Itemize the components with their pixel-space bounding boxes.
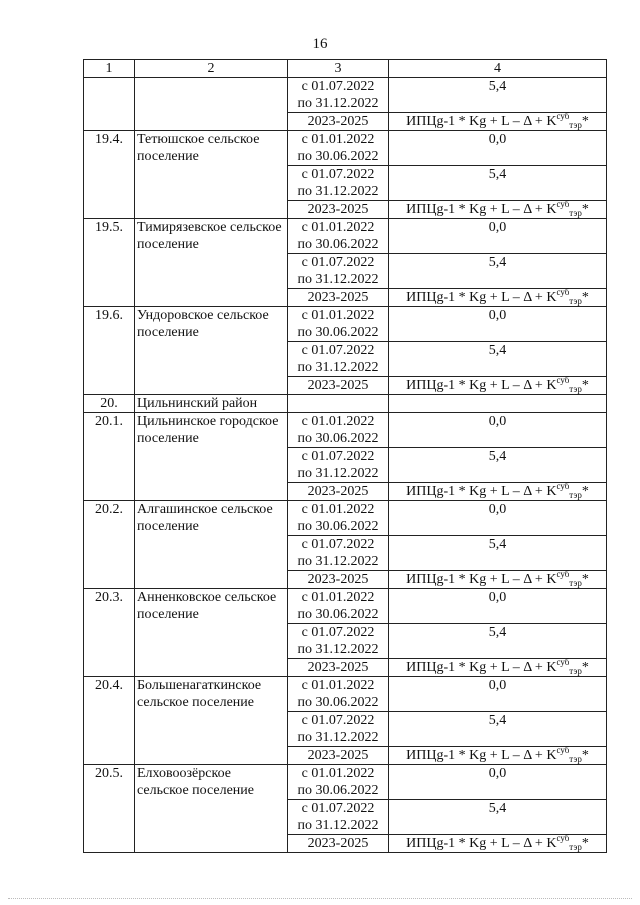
formula-tail: *: [581, 748, 589, 763]
period-to: по 30.06.2022: [297, 783, 379, 798]
formula-cell: [389, 571, 607, 589]
period-from: с 01.01.2022: [301, 132, 375, 147]
formula-tail: *: [581, 290, 589, 305]
number-cell: 19.6.: [84, 307, 135, 395]
period-from: с 01.01.2022: [301, 766, 375, 781]
period-from: с 01.01.2022: [301, 414, 375, 429]
period-from: с 01.07.2022: [301, 343, 375, 358]
period-to: по 31.12.2022: [297, 642, 379, 657]
table-row: [84, 765, 607, 800]
period-from: с 01.07.2022: [301, 255, 375, 270]
header-row: [84, 60, 607, 78]
scan-noise: [8, 897, 632, 899]
period-cell: 2023-2025: [288, 659, 389, 677]
header-col-4: 4: [389, 60, 607, 78]
name-cell: Анненковское сельское поселение: [135, 589, 288, 677]
formula-sup: суб: [556, 657, 570, 667]
period-cell: [288, 501, 389, 536]
period-cell: [288, 624, 389, 659]
name-cell: Тетюшское сельское поселение: [135, 131, 288, 219]
period-cell: [288, 589, 389, 624]
formula-sub: тэр: [569, 842, 582, 852]
period-from: с 01.01.2022: [301, 308, 375, 323]
value-cell: 0,0: [389, 501, 607, 536]
name-cell: [135, 78, 288, 131]
district-row: [84, 395, 607, 413]
number-cell: 20.3.: [84, 589, 135, 677]
value-cell: 0,0: [389, 589, 607, 624]
formula-sub: тэр: [569, 578, 582, 588]
formula-tail: *: [581, 660, 589, 675]
header-col-2: 2: [135, 60, 288, 78]
value-cell: 5,4: [389, 166, 607, 201]
period-from: с 01.07.2022: [301, 167, 375, 182]
formula-main: ИПЦg-1 * Kg + L – Δ + K: [406, 202, 557, 217]
period-to: по 30.06.2022: [297, 431, 379, 446]
formula-tail: *: [581, 484, 589, 499]
formula-sub: тэр: [569, 754, 582, 764]
formula-tail: *: [581, 378, 589, 393]
period-to: по 30.06.2022: [297, 237, 379, 252]
name-cell: Елховоозёрское сельское поселение: [135, 765, 288, 853]
formula-sub: тэр: [569, 296, 582, 306]
name-cell: Цильнинское городское поселение: [135, 413, 288, 501]
table-row: [84, 131, 607, 166]
period-from: с 01.07.2022: [301, 449, 375, 464]
period-from: с 01.07.2022: [301, 79, 375, 94]
value-cell: 0,0: [389, 413, 607, 448]
period-to: по 30.06.2022: [297, 607, 379, 622]
value-cell: 0,0: [389, 131, 607, 166]
period-cell: 2023-2025: [288, 747, 389, 765]
formula-main: ИПЦg-1 * Kg + L – Δ + K: [406, 114, 557, 129]
formula-sup: суб: [556, 833, 570, 843]
value-cell: 5,4: [389, 624, 607, 659]
period-to: по 31.12.2022: [297, 96, 379, 111]
name-cell: Алгашинское сельское поселение: [135, 501, 288, 589]
formula-cell: [389, 483, 607, 501]
header-col-1: 1: [84, 60, 135, 78]
period-cell: [288, 78, 389, 113]
value-cell: [389, 395, 607, 413]
number-cell: 19.4.: [84, 131, 135, 219]
formula-cell: [389, 835, 607, 853]
number-cell: 20.4.: [84, 677, 135, 765]
period-to: по 31.12.2022: [297, 184, 379, 199]
period-from: с 01.01.2022: [301, 502, 375, 517]
tariff-table: [83, 59, 607, 853]
period-cell: [288, 712, 389, 747]
formula-cell: [389, 659, 607, 677]
period-to: по 31.12.2022: [297, 554, 379, 569]
number-cell: [84, 78, 135, 131]
period-cell: 2023-2025: [288, 571, 389, 589]
period-from: с 01.01.2022: [301, 678, 375, 693]
value-cell: 0,0: [389, 307, 607, 342]
number-cell: 20.2.: [84, 501, 135, 589]
formula-sup: суб: [556, 287, 570, 297]
period-to: по 30.06.2022: [297, 695, 379, 710]
period-cell: [288, 448, 389, 483]
period-cell: 2023-2025: [288, 201, 389, 219]
formula-sup: суб: [556, 375, 570, 385]
formula-tail: *: [581, 114, 589, 129]
table-row: [84, 307, 607, 342]
page-number: 16: [312, 36, 328, 52]
name-cell: Ундоровское сельское поселение: [135, 307, 288, 395]
formula-sup: суб: [556, 745, 570, 755]
value-cell: 5,4: [389, 712, 607, 747]
formula-sub: тэр: [569, 208, 582, 218]
district-number: 20.: [84, 395, 135, 413]
period-cell: 2023-2025: [288, 835, 389, 853]
formula-sup: суб: [556, 569, 570, 579]
period-to: по 30.06.2022: [297, 519, 379, 534]
formula-tail: *: [581, 836, 589, 851]
formula-sub: тэр: [569, 384, 582, 394]
period-cell: 2023-2025: [288, 377, 389, 395]
value-cell: 5,4: [389, 800, 607, 835]
period-cell: [288, 131, 389, 166]
period-cell: 2023-2025: [288, 483, 389, 501]
period-to: по 31.12.2022: [297, 360, 379, 375]
period-from: с 01.01.2022: [301, 220, 375, 235]
name-cell: Тимирязевское сельское поселение: [135, 219, 288, 307]
formula-tail: *: [581, 202, 589, 217]
value-cell: 0,0: [389, 765, 607, 800]
value-cell: 5,4: [389, 536, 607, 571]
formula-sub: тэр: [569, 490, 582, 500]
formula-main: ИПЦg-1 * Kg + L – Δ + K: [406, 484, 557, 499]
period-from: с 01.07.2022: [301, 713, 375, 728]
table-row: [84, 677, 607, 712]
formula-cell: [389, 201, 607, 219]
formula-sub: тэр: [569, 666, 582, 676]
formula-main: ИПЦg-1 * Kg + L – Δ + K: [406, 572, 557, 587]
table-row: [84, 589, 607, 624]
period-to: по 31.12.2022: [297, 730, 379, 745]
formula-cell: [389, 377, 607, 395]
table-body: [84, 60, 607, 853]
period-from: с 01.01.2022: [301, 590, 375, 605]
table-row: [84, 78, 607, 113]
formula-main: ИПЦg-1 * Kg + L – Δ + K: [406, 836, 557, 851]
period-cell: [288, 677, 389, 712]
period-to: по 30.06.2022: [297, 325, 379, 340]
formula-sub: тэр: [569, 120, 582, 130]
value-cell: 5,4: [389, 342, 607, 377]
value-cell: 0,0: [389, 219, 607, 254]
period-cell: [288, 219, 389, 254]
period-cell: [288, 800, 389, 835]
formula-main: ИПЦg-1 * Kg + L – Δ + K: [406, 748, 557, 763]
period-cell: [288, 307, 389, 342]
formula-cell: [389, 289, 607, 307]
period-from: с 01.07.2022: [301, 801, 375, 816]
period-cell: [288, 395, 389, 413]
district-name: Цильнинский район: [135, 395, 288, 413]
formula-cell: [389, 113, 607, 131]
period-from: с 01.07.2022: [301, 625, 375, 640]
value-cell: 0,0: [389, 677, 607, 712]
value-cell: 5,4: [389, 254, 607, 289]
period-cell: [288, 166, 389, 201]
period-to: по 31.12.2022: [297, 466, 379, 481]
formula-main: ИПЦg-1 * Kg + L – Δ + K: [406, 378, 557, 393]
number-cell: 20.1.: [84, 413, 135, 501]
formula-cell: [389, 747, 607, 765]
formula-sup: суб: [556, 481, 570, 491]
period-to: по 30.06.2022: [297, 149, 379, 164]
value-cell: 5,4: [389, 78, 607, 113]
table-row: [84, 501, 607, 536]
value-cell: 5,4: [389, 448, 607, 483]
formula-main: ИПЦg-1 * Kg + L – Δ + K: [406, 660, 557, 675]
formula-tail: *: [581, 572, 589, 587]
table-row: [84, 413, 607, 448]
name-cell: Большенагаткинское сельское поселение: [135, 677, 288, 765]
period-cell: [288, 254, 389, 289]
period-cell: 2023-2025: [288, 289, 389, 307]
period-cell: [288, 342, 389, 377]
period-cell: [288, 765, 389, 800]
period-to: по 31.12.2022: [297, 272, 379, 287]
period-cell: [288, 413, 389, 448]
period-to: по 31.12.2022: [297, 818, 379, 833]
period-cell: [288, 536, 389, 571]
formula-sup: суб: [556, 199, 570, 209]
header-col-3: 3: [288, 60, 389, 78]
formula-sup: суб: [556, 111, 570, 121]
period-from: с 01.07.2022: [301, 537, 375, 552]
period-cell: 2023-2025: [288, 113, 389, 131]
number-cell: 20.5.: [84, 765, 135, 853]
table-row: [84, 219, 607, 254]
formula-main: ИПЦg-1 * Kg + L – Δ + K: [406, 290, 557, 305]
number-cell: 19.5.: [84, 219, 135, 307]
